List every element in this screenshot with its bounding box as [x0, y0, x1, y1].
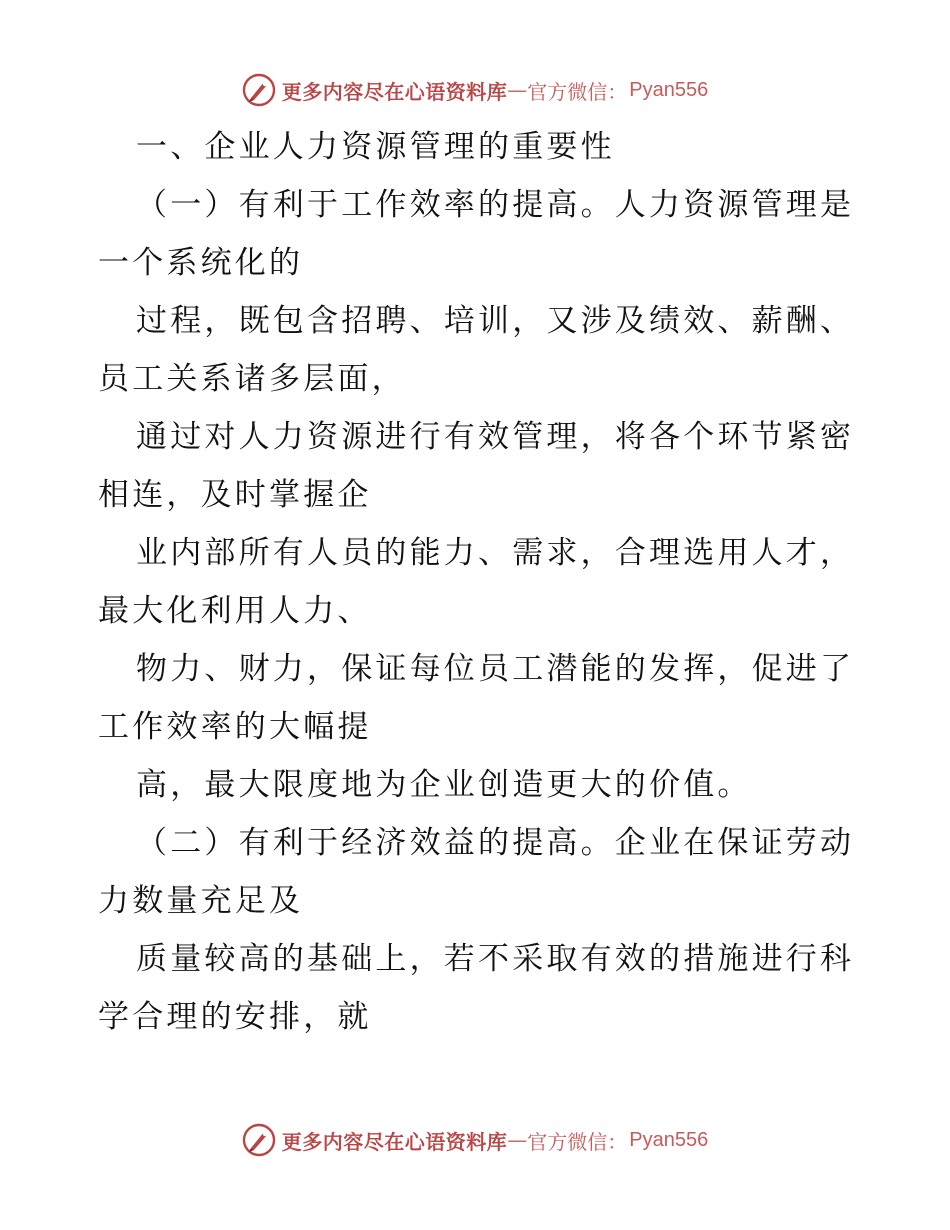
- paragraph-line: 物力、财力，保证每位员工潜能的发挥，促进了: [136, 651, 855, 687]
- paragraph-line: 业内部所有人员的能力、需求，合理选用人才，: [136, 535, 855, 571]
- section-heading: 一、企业人力资源管理的重要性: [136, 129, 615, 165]
- banner-wechat-label: 官方微信：: [527, 1129, 628, 1154]
- banner-separator: —: [507, 1128, 528, 1152]
- footer-banner: [0, 1120, 950, 1160]
- document-body: [98, 118, 858, 1046]
- banner-wechat-id: Pyan556: [629, 1128, 709, 1151]
- banner-wechat-label: 官方微信：: [527, 79, 628, 104]
- paragraph-line: 相连，及时掌握企: [98, 477, 372, 513]
- paragraph-line: 最大化利用人力、: [98, 593, 372, 629]
- paragraph-line: （二）有利于经济效益的提高。企业在保证劳动: [136, 825, 855, 861]
- paragraph-line: 过程，既包含招聘、培训，又涉及绩效、薪酬、: [136, 303, 855, 339]
- paragraph-line: 工作效率的大幅提: [98, 709, 372, 745]
- header-banner: [0, 70, 950, 110]
- paragraph-line: （一）有利于工作效率的提高。人力资源管理是: [136, 187, 855, 223]
- pen-feather-logo-icon: [242, 73, 276, 107]
- paragraph-line: 质量较高的基础上，若不采取有效的措施进行科: [136, 941, 855, 977]
- paragraph-line: 力数量充足及: [98, 883, 304, 919]
- banner-brand-text: 更多内容尽在心语资料库: [281, 79, 508, 104]
- paragraph-line: 高，最大限度地为企业创造更大的价值。: [136, 767, 752, 803]
- paragraph-line: 一个系统化的: [98, 245, 304, 281]
- paragraph-line: 通过对人力资源进行有效管理，将各个环节紧密: [136, 419, 855, 455]
- pen-feather-logo-icon: [242, 1123, 276, 1157]
- banner-brand-text: 更多内容尽在心语资料库: [281, 1129, 508, 1154]
- banner-separator: —: [507, 78, 528, 102]
- paragraph-line: 学合理的安排，就: [98, 999, 372, 1035]
- paragraph-line: 员工关系诸多层面，: [98, 361, 406, 397]
- banner-wechat-id: Pyan556: [629, 78, 709, 101]
